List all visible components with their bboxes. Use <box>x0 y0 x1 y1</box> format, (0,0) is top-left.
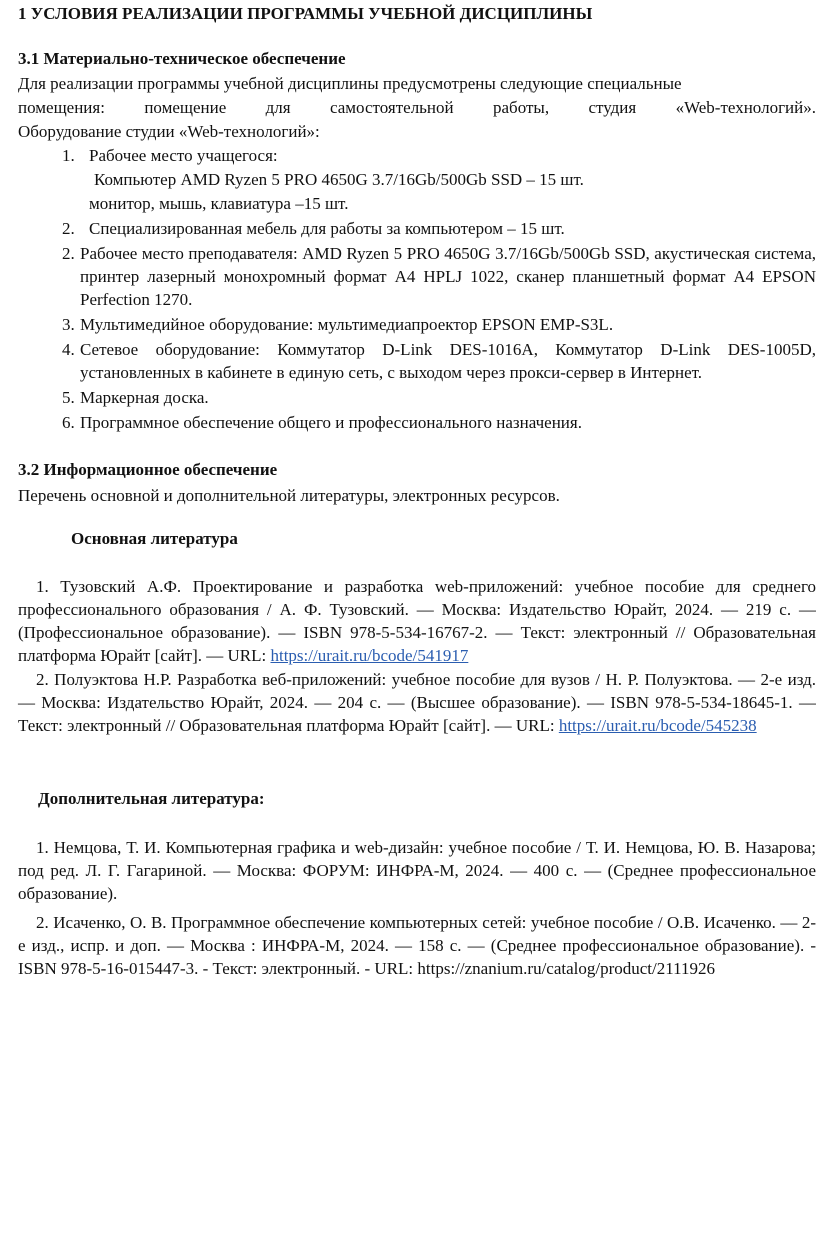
list-text: Рабочее место учащегося: <box>89 146 278 165</box>
list-item <box>18 386 816 409</box>
list-item <box>18 411 816 434</box>
intro-line-3: Оборудование студии «Web-технологий»: <box>18 122 320 141</box>
section-heading-3-2: 3.2 Информационное обеспечение <box>18 460 278 479</box>
literature-text: 2. Полуэктова Н.Р. Разработка веб-приложений: учебное пособие для вузов / Н. Р. Полуэктова. — 2-е изд. — Москва: Издательство Юрайт, 2024. — 204 с. — (Высшее образование). — ISBN 978-5-534-18645-1. — Текст: электронный // Образовательная платформа Юрайт [сайт]. — URL: <box>18 670 816 735</box>
literature-text: 1. Тузовский А.Ф. Проектирование и разработка web-приложений: учебное пособие для среднего профессионального образования / А. Ф. Тузовский. — Москва: Издательство Юрайт, 2024. — 219 с. — (Профессиональное образование). — ISBN 978-5-534-16767-2. — Текст: электронный // Образовательная платформа Юрайт [сайт]. — URL: <box>18 577 816 665</box>
section-information-support <box>18 458 816 980</box>
literature-item: 1. Немцова, Т. И. Компьютерная графика и web-дизайн: учебное пособие / Т. И. Немцова, Ю. В. Назарова; под ред. Л. Г. Гагариной. — Москва: ФОРУМ: ИНФРА-М, 2024. — 400 с. — (Среднее профессиональное образование). <box>18 838 816 903</box>
list-text: Маркерная доска. <box>80 388 209 407</box>
list-number: 5. <box>62 388 75 407</box>
literature-link[interactable]: https://urait.ru/bcode/541917 <box>270 646 469 665</box>
list-text: Специализированная мебель для работы за компьютером – 15 шт. <box>89 219 565 238</box>
literature-item <box>18 575 816 667</box>
list-subline: Компьютер AMD Ryzen 5 PRO 4650G 3.7/16Gb/500Gb SSD – 15 шт. <box>94 170 584 189</box>
literature-item <box>18 668 816 737</box>
list-text: Рабочее место преподавателя: AMD Ryzen 5 PRO 4650G 3.7/16Gb/500Gb SSD, акустическая система, принтер лазерный монохромный формат А4 HPLJ 1022, сканер планшетный формат А4 EPSON Perfection 1270. <box>80 244 816 309</box>
section-intro: Перечень основной и дополнительной литературы, электронных ресурсов. <box>18 486 560 505</box>
additional-literature-heading: Дополнительная литература: <box>38 789 265 808</box>
list-item <box>18 242 816 311</box>
section-material-support <box>18 47 816 434</box>
list-subline: монитор, мышь, клавиатура –15 шт. <box>89 194 349 213</box>
equipment-list <box>18 144 816 434</box>
literature-link[interactable]: https://urait.ru/bcode/545238 <box>558 716 757 735</box>
section-heading-3-1: 3.1 Материально-техническое обеспечение <box>18 49 346 68</box>
list-number: 2. <box>62 244 75 263</box>
page-title: 1 УСЛОВИЯ РЕАЛИЗАЦИИ ПРОГРАММЫ УЧЕБНОЙ ДИСЦИПЛИНЫ <box>18 4 593 23</box>
additional-literature-list <box>18 836 816 980</box>
intro-line-2: помещения: помещение для самостоятельной работы, студия «Web-технологий». <box>18 98 816 117</box>
intro-line-1: Для реализации программы учебной дисциплины предусмотрены следующие специальные <box>18 74 682 93</box>
list-number: 6. <box>62 413 75 432</box>
list-text: Программное обеспечение общего и профессионального назначения. <box>80 413 582 432</box>
list-text: Мультимедийное оборудование: мультимедиапроектор EPSON EMP-S3L. <box>80 315 614 334</box>
list-number: 3. <box>62 315 75 334</box>
literature-item: 2. Исаченко, О. В. Программное обеспечение компьютерных сетей: учебное пособие / О.В. Исаченко. — 2-е изд., испр. и доп. — Москва : ИНФРА-М, 2024. — 158 с. — (Среднее профессиональное образование). - ISBN 978-5-16-015447-3. - Текст: электронный. - URL: https://znanium.ru/catalog/product/2111926 <box>18 913 816 978</box>
list-number: 2. <box>62 219 75 238</box>
list-item <box>18 144 816 167</box>
main-literature-list <box>18 575 816 737</box>
list-number: 1. <box>62 146 75 165</box>
list-item <box>18 338 816 384</box>
main-literature-heading: Основная литература <box>71 529 238 548</box>
list-number: 4. <box>62 340 75 359</box>
list-item <box>18 217 816 240</box>
list-text: Сетевое оборудование: Коммутатор D-Link DES-1016A, Коммутатор D-Link DES-1005D, установленных в кабинете в единую сеть, с выходом через прокси-сервер в Интернет. <box>80 340 816 382</box>
list-item <box>18 313 816 336</box>
